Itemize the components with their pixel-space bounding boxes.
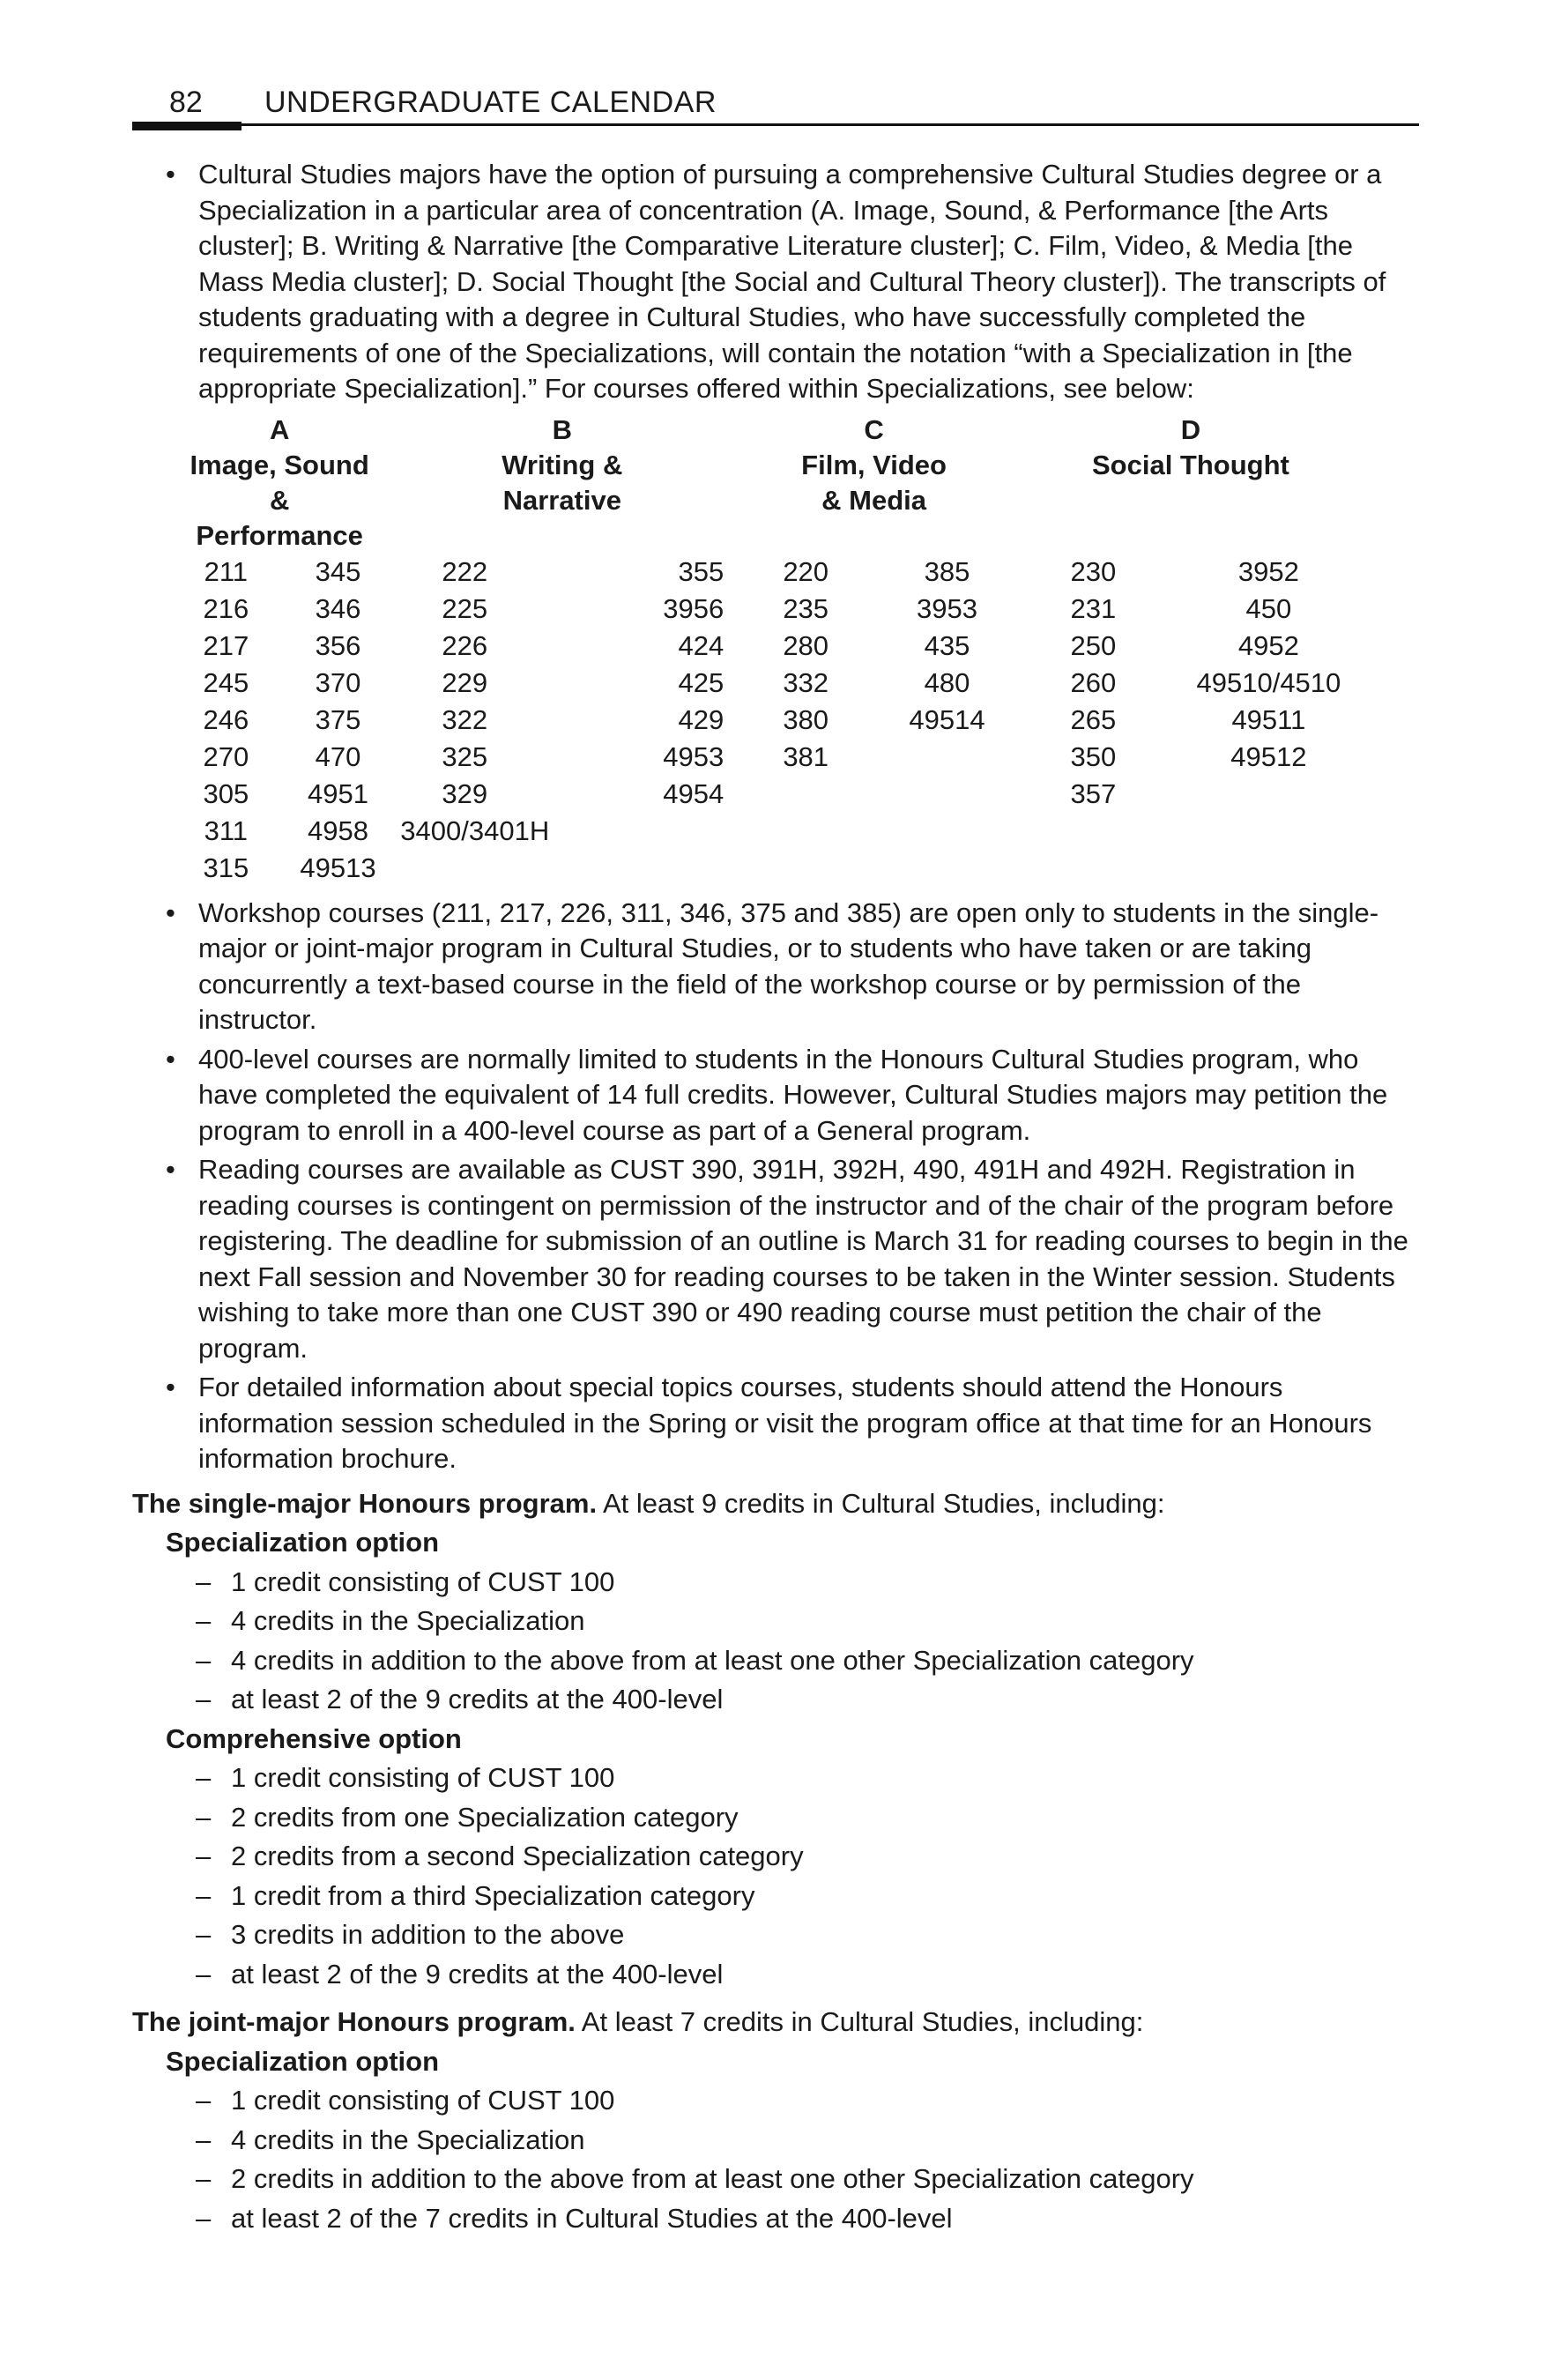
table-cell: 225 (442, 592, 488, 624)
table-cell: 429 (678, 703, 724, 735)
table-row (167, 850, 1366, 887)
table-cell: 470 (315, 740, 361, 772)
table-cell: 4951 (308, 777, 368, 809)
column-heading-d: Social Thought (1092, 449, 1289, 480)
dash-glyph: – (196, 1841, 212, 1871)
note-bullet (132, 1152, 1419, 1366)
table-row (167, 665, 1366, 702)
note-text: Reading courses are available as CUST 390, 391H, 392H, 490, 491H and 492H. Registration in reading courses is contingent on permission of the instructor and of the chair of the program before registering. The deadline for submission of an outline is March 31 for reading courses to begin in the next Fall session and November 30 for reading courses to be taken in the Winter session. Students wishing to take more than one CUST 390 or 490 reading course must petition the chair of the program. (198, 1154, 1408, 1364)
table-cell: 329 (442, 777, 488, 809)
bullet-glyph: • (166, 1372, 175, 1402)
table-cell: 49514 (909, 703, 985, 735)
single-spec-label: Specialization option (166, 1527, 440, 1558)
table-letter-row (167, 413, 1366, 448)
table-row (167, 554, 1366, 591)
table-cell: 220 (783, 555, 829, 587)
table-cell: 230 (1070, 555, 1117, 587)
table-cell: 325 (442, 740, 488, 772)
column-letter-d: D (1180, 413, 1201, 445)
table-row (167, 702, 1366, 739)
table-cell: 3400/3401H (400, 814, 550, 846)
table-cell: 250 (1070, 629, 1117, 661)
table-cell: 322 (442, 703, 488, 735)
dash-glyph: – (196, 1919, 212, 1950)
dash-glyph: – (196, 2085, 212, 2116)
table-cell: 311 (204, 814, 249, 846)
table-cell: 380 (783, 703, 829, 735)
specialization-table (167, 413, 1366, 887)
single-comp-label: Comprehensive option (166, 1722, 462, 1754)
table-cell: 3952 (1237, 555, 1299, 587)
note-text: For detailed information about special topics courses, students should attend the Honours information session scheduled in the Spring or visit the program office at that time for an Honours information brochure. (198, 1372, 1372, 1474)
requirement-text: at least 2 of the 9 credits at the 400-level (231, 1684, 724, 1714)
requirement-item (132, 1915, 1419, 1955)
single-major-intro: At least 9 credits in Cultural Studies, including: (597, 1487, 1165, 1519)
table-cell: 355 (678, 555, 724, 587)
single-spec-list (132, 1563, 1419, 1720)
note-bullet (132, 896, 1419, 1038)
bullet-glyph: • (166, 159, 175, 190)
table-cell: 246 (203, 703, 249, 735)
table-cell: 435 (924, 629, 970, 661)
table-cell: 3953 (917, 592, 977, 624)
table-cell (391, 850, 538, 887)
table-body (167, 554, 1366, 887)
single-major-title: The single-major Honours program. (132, 1487, 598, 1519)
note-bullet (132, 1370, 1419, 1477)
table-cell: 49510/4510 (1196, 666, 1341, 698)
table-cell (879, 813, 1015, 850)
requirement-item (132, 1563, 1419, 1603)
table-cell: 346 (315, 592, 361, 624)
column-letter-b: B (552, 413, 572, 445)
requirement-item (132, 2199, 1419, 2239)
requirement-text: 1 credit consisting of CUST 100 (231, 1566, 615, 1597)
table-cell: 49512 (1230, 740, 1307, 772)
requirement-text: 2 credits in addition to the above from at least one other Specialization category (231, 2163, 1194, 2194)
table-row (167, 739, 1366, 776)
column-heading-a: Image, Sound & Performance (189, 449, 369, 551)
table-cell: 332 (783, 666, 829, 698)
table-cell (1171, 850, 1366, 887)
table-cell (538, 850, 732, 887)
column-heading-c: Film, Video & Media (801, 449, 947, 516)
requirement-item (132, 1877, 1419, 1916)
table-cell (732, 813, 879, 850)
table-cell: 49511 (1231, 703, 1306, 735)
bullet-glyph: • (166, 1043, 175, 1075)
table-cell (1015, 850, 1171, 887)
requirement-text: 1 credit from a third Specialization category (231, 1879, 755, 1911)
requirement-text: at least 2 of the 9 credits at the 400-level (231, 1958, 724, 1990)
dash-glyph: – (196, 1762, 212, 1793)
requirement-text: 1 credit consisting of CUST 100 (231, 1762, 615, 1793)
table-cell: 245 (203, 666, 249, 698)
table-cell: 424 (678, 629, 724, 661)
table-cell (879, 850, 1015, 887)
table-cell: 3956 (663, 592, 724, 624)
dash-glyph: – (196, 1879, 212, 1911)
table-row (167, 628, 1366, 665)
table-cell: 265 (1070, 703, 1117, 735)
dash-glyph: – (196, 1605, 212, 1636)
note-text: 400-level courses are normally limited to students in the Honours Cultural Studies program, who have completed the equivalent of 14 full credits. However, Cultural Studies majors may petition the program to enroll in a 400-level course as part of a General program. (198, 1043, 1388, 1146)
dash-glyph: – (196, 1958, 212, 1990)
bullet-glyph: • (166, 896, 175, 928)
requirement-item (132, 1798, 1419, 1838)
table-row (167, 591, 1366, 628)
table-row (167, 776, 1366, 813)
table-cell: 375 (315, 703, 361, 735)
requirement-item (132, 2160, 1419, 2199)
table-heading-row (167, 448, 1366, 554)
header-rule (132, 123, 1419, 126)
requirement-item (132, 1641, 1419, 1681)
requirement-text: 1 credit consisting of CUST 100 (231, 2085, 615, 2116)
intro-bullet (132, 157, 1419, 407)
table-cell: 222 (442, 555, 488, 587)
table-cell (732, 776, 879, 813)
bullet-glyph: • (166, 1154, 175, 1185)
table-cell: 370 (315, 666, 361, 698)
dash-glyph: – (196, 2163, 212, 2194)
requirement-text: 2 credits from a second Specialization category (231, 1841, 804, 1871)
dash-glyph: – (196, 2123, 212, 2155)
table-cell: 385 (924, 555, 970, 587)
table-row (167, 813, 1366, 850)
requirement-item (132, 1680, 1419, 1720)
table-cell (1171, 813, 1366, 850)
single-major-program (132, 1484, 1419, 1995)
table-cell: 356 (315, 629, 361, 661)
table-cell (1171, 776, 1366, 813)
requirement-text: 3 credits in addition to the above (231, 1919, 625, 1950)
table-cell: 229 (442, 666, 488, 698)
table-cell: 235 (783, 592, 829, 624)
table-cell: 226 (442, 629, 488, 661)
column-letter-c: C (864, 413, 884, 445)
running-title: UNDERGRADUATE CALENDAR (264, 86, 717, 119)
requirement-item (132, 1602, 1419, 1641)
table-cell: 270 (203, 740, 249, 772)
table-cell: 211 (204, 555, 249, 587)
table-cell (1015, 813, 1171, 850)
table-cell: 4954 (663, 777, 724, 809)
table-cell: 49513 (300, 852, 376, 883)
table-cell: 4952 (1237, 629, 1299, 661)
table-cell: 350 (1070, 740, 1117, 772)
table-cell: 305 (203, 777, 249, 809)
requirement-item (132, 1837, 1419, 1877)
requirement-text: at least 2 of the 7 credits in Cultural Studies at the 400-level (231, 2202, 953, 2234)
page-body (132, 157, 1419, 2238)
single-comp-list (132, 1759, 1419, 1994)
page-header (132, 81, 1419, 123)
table-cell (732, 850, 879, 887)
table-cell: 345 (315, 555, 361, 587)
joint-spec-list (132, 2081, 1419, 2238)
dash-glyph: – (196, 1566, 212, 1597)
requirement-item (132, 1955, 1419, 1995)
column-letter-a: A (269, 413, 290, 445)
intro-text: Cultural Studies majors have the option of pursuing a comprehensive Cultural Studies degree or a Specialization in a particular area of concentration (A. Image, Sound, & Performance [the Arts cluster]; B. Writing & Narrative [the Comparative Literature cluster]; C. Film, Video, & Media [the Mass Media cluster]; D. Social Thought [the Social and Cultural Theory cluster]). The transcripts of students graduating with a degree in Cultural Studies, who have successfully completed the requirements of one of the Specializations, will contain the notation “with a Specialization in [the appropriate Specialization].” For courses offered within Specializations, see below: (198, 159, 1386, 404)
single-major-heading (132, 1484, 1419, 1524)
page-number: 82 (169, 86, 203, 119)
requirement-item (132, 1759, 1419, 1798)
requirement-text: 4 credits in the Specialization (231, 2123, 585, 2155)
table-cell: 260 (1070, 666, 1117, 698)
table-cell: 217 (203, 629, 249, 661)
requirement-text: 2 credits from one Specialization category (231, 1801, 739, 1833)
table-cell: 381 (783, 740, 829, 772)
header-accent-bar (132, 122, 241, 130)
joint-major-heading (132, 2003, 1419, 2042)
dash-glyph: – (196, 1684, 212, 1714)
dash-glyph: – (196, 1644, 212, 1676)
table-cell: 216 (203, 592, 249, 624)
table-cell (879, 776, 1015, 813)
joint-major-intro: At least 7 credits in Cultural Studies, including: (575, 2006, 1144, 2037)
requirement-text: 4 credits in the Specialization (231, 1605, 585, 1636)
table-cell: 280 (783, 629, 829, 661)
dash-glyph: – (196, 1801, 212, 1833)
column-heading-b: Writing & Narrative (502, 449, 623, 516)
table-cell: 425 (678, 666, 724, 698)
table-cell (879, 739, 1015, 776)
requirement-item (132, 2081, 1419, 2121)
joint-major-title: The joint-major Honours program. (132, 2006, 576, 2037)
table-cell: 357 (1070, 777, 1117, 809)
table-cell: 4958 (308, 814, 368, 846)
table-cell: 450 (1245, 592, 1292, 624)
note-text: Workshop courses (211, 217, 226, 311, 346, 375 and 385) are open only to students in the single-major or joint-major program in Cultural Studies, or to students who have taken or are taking concurrently a text-based course in the field of the workshop course or by permission of the instructor. (198, 896, 1379, 1035)
table-cell: 231 (1070, 592, 1117, 624)
joint-major-program (132, 2003, 1419, 2238)
table-cell: 315 (203, 852, 249, 883)
note-bullet (132, 1042, 1419, 1149)
requirement-item (132, 2121, 1419, 2161)
requirement-text: 4 credits in addition to the above from at least one other Specialization category (231, 1644, 1194, 1676)
table-cell: 4953 (663, 740, 724, 772)
table-cell: 480 (924, 666, 970, 698)
dash-glyph: – (196, 2202, 212, 2234)
joint-spec-label: Specialization option (166, 2045, 440, 2077)
notes-list (132, 896, 1419, 1477)
